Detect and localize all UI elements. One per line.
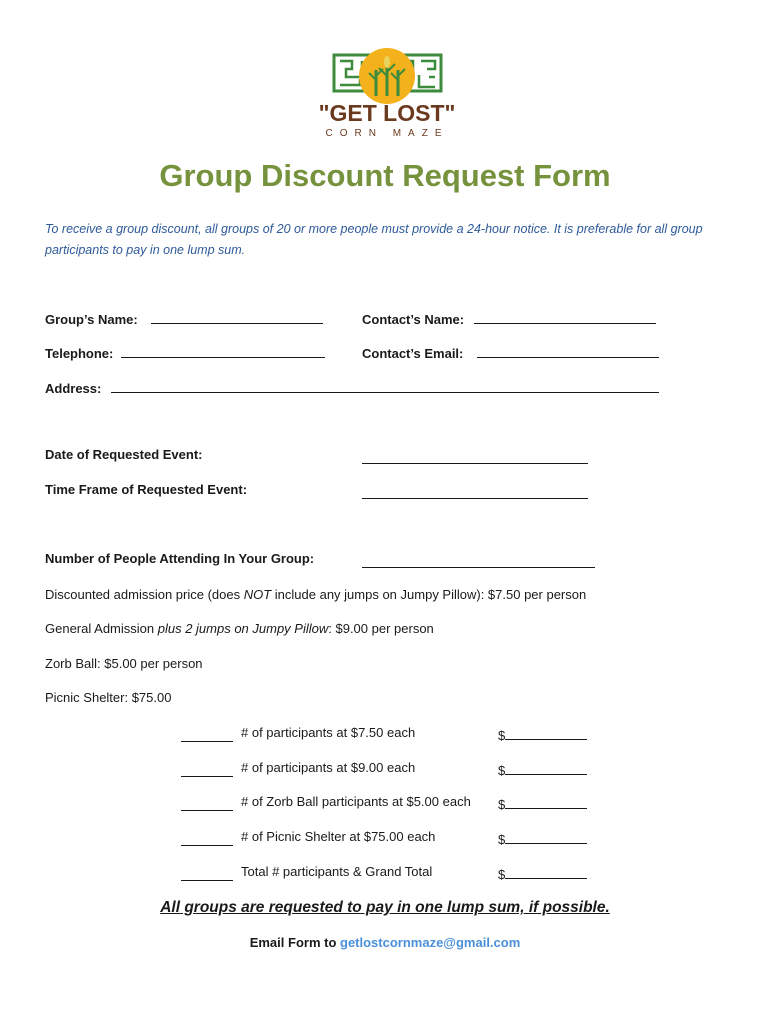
calc-row-label: # of participants at $7.50 each	[241, 725, 416, 740]
currency-label: $	[498, 829, 587, 847]
amount-field[interactable]	[505, 794, 587, 809]
telephone-label: Telephone:	[45, 343, 325, 361]
currency-label: $	[498, 864, 587, 882]
num-people-field[interactable]	[362, 553, 595, 568]
currency-label: $	[498, 725, 587, 743]
address-label: Address:	[45, 378, 659, 396]
address-field[interactable]	[111, 378, 659, 393]
contact-name-field[interactable]	[474, 309, 656, 324]
time-frame-field[interactable]	[362, 484, 588, 499]
qty-field[interactable]	[181, 727, 233, 742]
qty-field[interactable]	[181, 796, 233, 811]
qty-field[interactable]	[181, 831, 233, 846]
email-link[interactable]: getlostcornmaze@gmail.com	[340, 935, 521, 950]
general-admission-text: General Admission plus 2 jumps on Jumpy Pillow: $9.00 per person	[45, 621, 434, 636]
calc-row-label: # of Picnic Shelter at $75.00 each	[241, 829, 436, 844]
intro-text: To receive a group discount, all groups of 20 or more people must provide a 24-hour notice. It is preferable for all group participants to pay in one lump sum.	[45, 222, 703, 257]
contact-name-label: Contact’s Name:	[362, 309, 656, 327]
get-lost-logo	[300, 46, 475, 138]
zorb-price-text: Zorb Ball: $5.00 per person	[45, 656, 203, 671]
calc-row-label: Total # participants & Grand Total	[241, 864, 433, 879]
group-name-field[interactable]	[151, 309, 323, 324]
qty-field[interactable]	[181, 762, 233, 777]
group-name-label: Group’s Name:	[45, 309, 323, 327]
calc-row-label: # of Zorb Ball participants at $5.00 each	[241, 794, 471, 809]
contact-email-field[interactable]	[477, 343, 659, 358]
amount-field[interactable]	[505, 864, 587, 879]
telephone-field[interactable]	[121, 343, 325, 358]
picnic-price-text: Picnic Shelter: $75.00	[45, 690, 172, 705]
lump-sum-note: All groups are requested to pay in one lump sum, if possible.	[160, 899, 610, 916]
time-frame-label: Time Frame of Requested Event:	[45, 482, 248, 497]
event-date-label: Date of Requested Event:	[45, 447, 203, 462]
currency-label: $	[498, 760, 587, 778]
num-people-label: Number of People Attending In Your Group:	[45, 551, 315, 566]
email-line: Email Form to getlostcornmaze@gmail.com	[249, 935, 521, 950]
amount-field[interactable]	[505, 829, 587, 844]
contact-email-label: Contact’s Email:	[362, 343, 659, 361]
amount-field[interactable]	[505, 760, 587, 775]
logo-text-sub: CORN MAZE	[325, 128, 449, 138]
qty-field[interactable]	[181, 866, 233, 881]
discounted-price-text: Discounted admission price (does NOT include any jumps on Jumpy Pillow): $7.50 per person	[45, 587, 587, 602]
event-date-field[interactable]	[362, 449, 588, 464]
currency-label: $	[498, 794, 587, 812]
amount-field[interactable]	[505, 725, 587, 740]
logo-text-main: "GET LOST"	[318, 100, 456, 126]
page-title: Group Discount Request Form	[159, 158, 611, 193]
calc-row-label: # of participants at $9.00 each	[241, 760, 416, 775]
